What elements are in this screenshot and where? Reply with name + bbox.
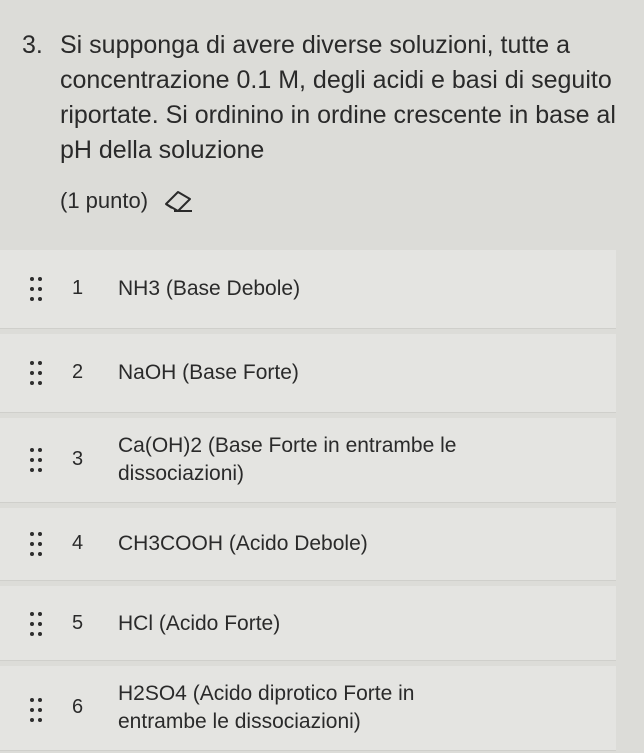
- item-number: 6: [72, 696, 84, 718]
- list-item[interactable]: [0, 586, 616, 661]
- list-item[interactable]: [0, 508, 616, 581]
- drag-handle-icon[interactable]: [30, 361, 42, 385]
- drag-handle-icon[interactable]: [30, 698, 42, 722]
- item-number: 1: [72, 277, 84, 299]
- item-number: 4: [72, 532, 84, 554]
- item-label: NH3 (Base Debole): [118, 277, 301, 300]
- drag-handle-icon[interactable]: [30, 532, 42, 556]
- question-text: Si supponga di avere diverse soluzioni, tutte a concentrazione 0.1 M, degli acidi e basi di seguito riportate. Si ordinino in ordine crescente in base al pH della soluzione: [60, 31, 616, 164]
- list-item[interactable]: [0, 250, 616, 329]
- item-label: Ca(OH)2 (Base Forte in entrambe le dissociazioni): [118, 434, 457, 485]
- question-number: 3.: [22, 31, 43, 59]
- list-item[interactable]: [0, 418, 616, 503]
- item-number: 3: [72, 448, 84, 470]
- item-label: H2SO4 (Acido diprotico Forte in entrambe le dissociazioni): [118, 682, 415, 733]
- item-label: CH3COOH (Acido Debole): [118, 532, 368, 555]
- points-label: (1 punto): [60, 188, 149, 213]
- drag-handle-icon[interactable]: [30, 277, 42, 301]
- points-line: [60, 186, 196, 216]
- question-block: [22, 28, 622, 168]
- item-number: 5: [72, 612, 84, 634]
- eraser-icon[interactable]: [160, 187, 196, 215]
- item-number: 2: [72, 361, 84, 383]
- item-label: NaOH (Base Forte): [118, 361, 299, 384]
- list-item[interactable]: [0, 334, 616, 413]
- drag-handle-icon[interactable]: [30, 612, 42, 636]
- list-item[interactable]: [0, 666, 616, 751]
- item-label: HCl (Acido Forte): [118, 612, 281, 635]
- drag-handle-icon[interactable]: [30, 448, 42, 472]
